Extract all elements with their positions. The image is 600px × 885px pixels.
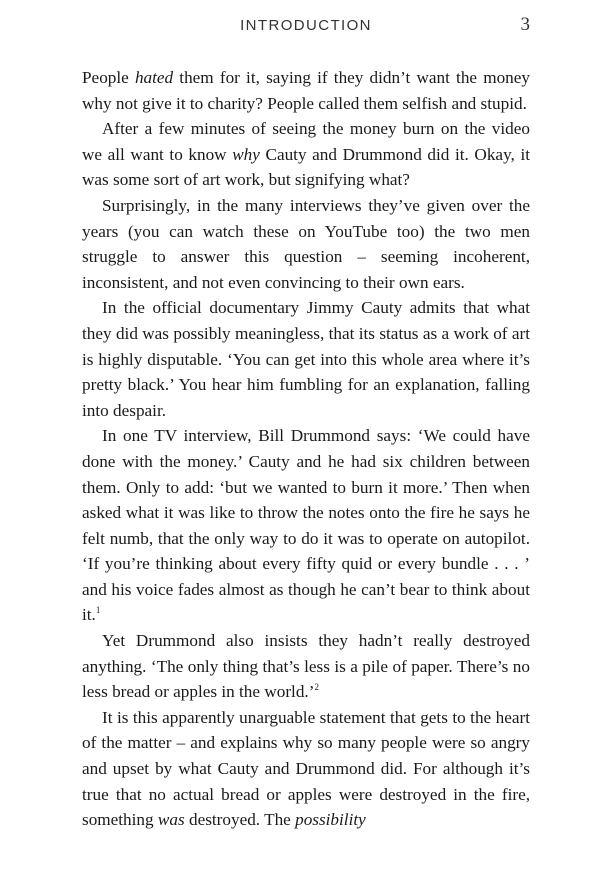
- text-run: After a few minutes of seeing the money burn on the video we all want to know: [82, 119, 530, 164]
- paragraph: [82, 65, 530, 116]
- page-number: 3: [520, 14, 530, 35]
- text-run: People: [82, 68, 135, 87]
- paragraph: [82, 193, 530, 295]
- paragraph: [82, 423, 530, 628]
- paragraph: [82, 705, 530, 833]
- footnote-ref[interactable]: 2: [314, 682, 319, 693]
- body-text: [82, 65, 530, 833]
- footnote-ref[interactable]: 1: [95, 605, 101, 616]
- text-run: Yet Drummond also insists they hadn’t really destroyed anything. ‘The only thing that’s less is a pile of paper. There’s no less bread or apples in the world.’: [82, 631, 530, 702]
- text-run: destroyed. The: [184, 810, 296, 830]
- text-run: them for it, saying if they didn’t want the money why not give it to charity? People called them selfish and stupid.: [82, 68, 530, 113]
- italic-text: was: [157, 810, 185, 830]
- running-title: INTRODUCTION: [240, 17, 372, 34]
- text-run: In the official documentary Jimmy Cauty admits that what they did was possibly meaningless, that its status as a work of art is highly disputable. ‘You can get into this whole area where it’s pretty black.’ You hear him fumbling for an explanation, falling into despair.: [82, 298, 530, 420]
- paragraph: [82, 628, 530, 705]
- running-head: [82, 14, 530, 40]
- text-run: It is this apparently unarguable statement that gets to the heart of the matter – and explains why so many people were so angry and upset by what Cauty and Drummond did. For although it’s true that no actual bread or apples were destroyed in the fire, something: [82, 707, 530, 830]
- italic-text: why: [232, 144, 260, 164]
- text-run: Surprisingly, in the many interviews they’ve given over the years (you can watch these on YouTube too) the two men struggle to answer this question – seeming incoherent, inconsistent, and not even convincing to their own ears.: [82, 195, 530, 292]
- paragraph: [82, 295, 530, 423]
- italic-text: possibility: [295, 810, 366, 830]
- text-run: Cauty and Drummond did it. Okay, it was some sort of art work, but signifying what?: [82, 144, 530, 190]
- text-run: In one TV interview, Bill Drummond says: ‘We could have done with the money.’ Cauty and he had six children between them. Only to add: ‘but we wanted to burn it more.’ Then when asked what it was like to throw the notes onto the fire he says he felt numb, that the only way to do it was to operate on autopilot. ‘If you’re thinking about every fifty quid or every bundle . . . ’ and his voice fades almost as though he can’t bear to think about it.: [82, 426, 530, 625]
- italic-text: hated: [134, 68, 174, 87]
- paragraph: [82, 116, 530, 193]
